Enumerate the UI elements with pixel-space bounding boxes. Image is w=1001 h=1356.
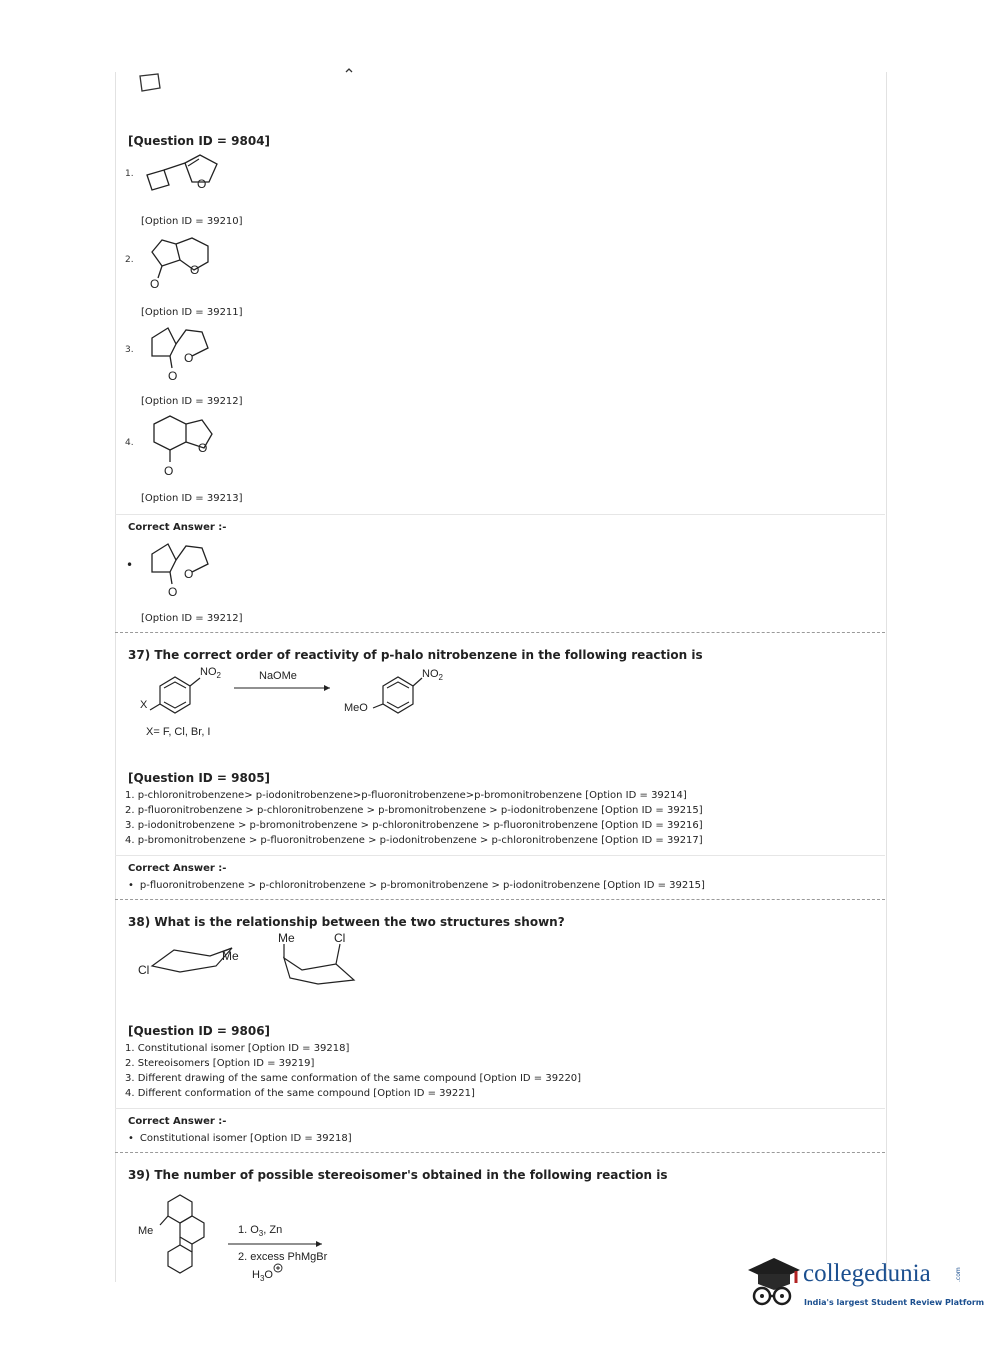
option-item: 1. Constitutional isomer [Option ID = 39218]	[125, 1043, 350, 1054]
option-2-structure	[140, 232, 230, 292]
oxygen-label: O	[168, 369, 178, 383]
option-id: [Option ID = 39210]	[141, 216, 243, 227]
step-3-tail: O	[264, 1269, 273, 1281]
question-separator	[115, 1152, 885, 1153]
option-number: 3.	[125, 345, 134, 355]
oxygen-label: O	[164, 464, 174, 478]
meo-label: MeO	[344, 702, 368, 714]
option-3-structure	[140, 324, 230, 384]
divider	[115, 855, 885, 856]
option-item: 3. Different drawing of the same conformation of the same compound [Option ID = 39220]	[125, 1073, 582, 1084]
option-1-structure	[140, 150, 230, 200]
no2-subscript: 2	[216, 671, 221, 680]
question-id: [Question ID = 9804]	[128, 134, 271, 148]
svg-text:H3O	[252, 1269, 273, 1283]
brand-suffix: .com	[955, 1267, 962, 1282]
question-title: 39) The number of possible stereoisomer's obtained in the following reaction is	[128, 1168, 668, 1182]
svg-text:NO2	[200, 666, 222, 680]
no2-subscript: 2	[438, 673, 443, 682]
svg-text:1. O3, Zn	[238, 1224, 282, 1238]
reaction-scheme-39	[130, 1190, 360, 1286]
question-id: [Question ID = 9806]	[128, 1024, 271, 1038]
svg-text:NO2	[422, 668, 444, 682]
step-1-tail: , Zn	[263, 1224, 283, 1236]
option-list	[125, 788, 703, 848]
correct-answer-label: Correct Answer :-	[128, 522, 227, 533]
cl-label: Cl	[334, 931, 346, 945]
no2-label: NO	[200, 666, 217, 678]
option-number: 4.	[125, 438, 134, 448]
option-item: 2. Stereoisomers [Option ID = 39219]	[125, 1058, 315, 1069]
brand-name: collegedunia	[803, 1260, 931, 1287]
me-label: Me	[222, 949, 239, 963]
option-list	[125, 1041, 581, 1101]
partial-structure-top	[128, 66, 368, 98]
halogen-list: X= F, Cl, Br, I	[146, 726, 211, 738]
question-separator	[115, 899, 885, 900]
step-2-label: 2. excess PhMgBr	[238, 1251, 328, 1263]
collegedunia-logo-icon	[740, 1250, 802, 1312]
option-number: 2.	[125, 255, 134, 265]
option-item: 2. p-fluoronitrobenzene > p-chloronitrobenzene > p-bromonitrobenzene > p-iodonitrobenzene [Option ID = 39215]	[125, 805, 703, 816]
oxygen-label: O	[190, 263, 200, 277]
step-3-label: H	[252, 1269, 260, 1281]
me-label: Me	[278, 931, 295, 945]
option-id: [Option ID = 39213]	[141, 493, 243, 504]
correct-answer-label: Correct Answer :-	[128, 1116, 227, 1127]
question-title: 37) The correct order of reactivity of p-halo nitrobenzene in the following reaction is	[128, 648, 703, 662]
oxygen-label: O	[197, 177, 207, 191]
reagent-label: NaOMe	[259, 670, 297, 682]
oxygen-label: O	[198, 441, 208, 455]
correct-answer-label: Correct Answer :-	[128, 863, 227, 874]
me-label: Me	[138, 1225, 154, 1237]
brand-tagline: India's largest Student Review Platform	[804, 1298, 985, 1307]
step-1-subscript: 3	[258, 1229, 264, 1238]
oxygen-label: O	[184, 351, 194, 365]
correct-answer-structure	[140, 540, 230, 600]
question-title: 38) What is the relationship between the two structures shown?	[128, 915, 565, 929]
step-3-subscript: 3	[259, 1274, 265, 1283]
correct-option-id: [Option ID = 39212]	[141, 613, 243, 624]
oxygen-label: O	[168, 585, 178, 599]
correct-answer: • p-fluoronitrobenzene > p-chloronitrobenzene > p-bromonitrobenzene > p-iodonitrobenzene [Option ID = 39215]	[128, 880, 705, 891]
option-id: [Option ID = 39211]	[141, 307, 243, 318]
option-id: [Option ID = 39212]	[141, 396, 243, 407]
step-1-label: 1. O	[238, 1224, 259, 1236]
question-separator	[115, 632, 885, 633]
option-4-structure	[140, 412, 230, 482]
oxygen-label: O	[184, 567, 194, 581]
question-id: [Question ID = 9805]	[128, 771, 271, 785]
option-item: 4. p-bromonitrobenzene > p-fluoronitrobenzene > p-iodonitrobenzene > p-chloronitrobenzene [Option ID = 39217]	[125, 835, 703, 846]
x-label: X	[140, 699, 148, 711]
bullet: •	[126, 558, 134, 572]
option-item: 1. p-chloronitrobenzene> p-iodonitrobenzene>p-fluoronitrobenzene>p-bromonitrobenzene [Option ID = 39214]	[125, 790, 687, 801]
option-item: 3. p-iodonitrobenzene > p-bromonitrobenzene > p-chloronitrobenzene > p-fluoronitrobenzene [Option ID = 39216]	[125, 820, 703, 831]
chair-conformations-38	[130, 928, 370, 992]
divider	[115, 1108, 885, 1109]
oxygen-label: O	[150, 277, 160, 291]
option-number: 1.	[125, 169, 134, 179]
divider	[115, 514, 885, 515]
cl-label: Cl	[138, 963, 150, 977]
correct-answer: • Constitutional isomer [Option ID = 39218]	[128, 1133, 352, 1144]
no2-label: NO	[422, 668, 439, 680]
option-item: 4. Different conformation of the same compound [Option ID = 39221]	[125, 1088, 475, 1099]
